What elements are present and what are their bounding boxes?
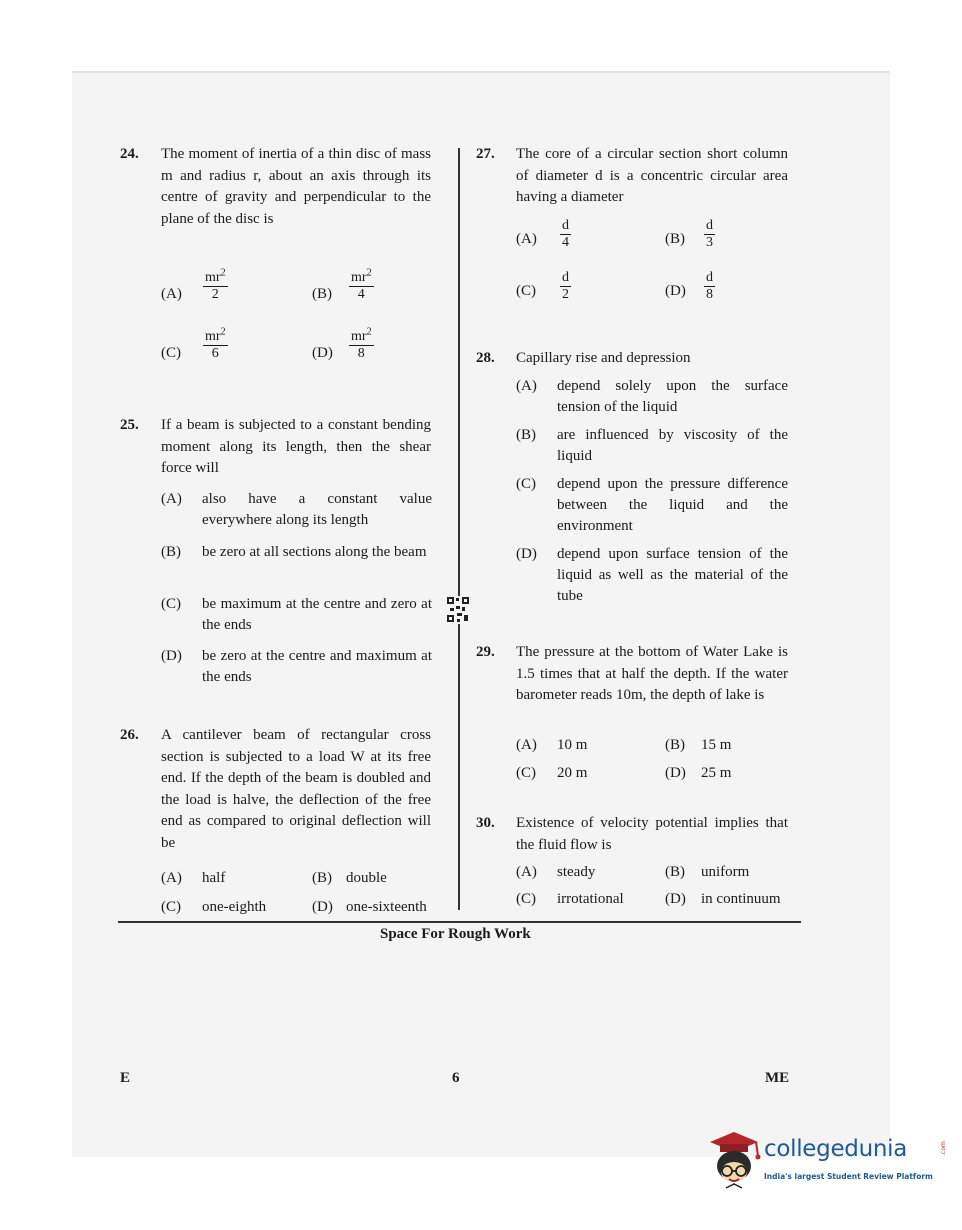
page-number: 6 [452,1070,460,1086]
option-label: (A) [516,231,537,247]
option-text: one-eighth [202,899,267,915]
brand-suffix: .com [939,1141,947,1156]
option-label: (A) [516,737,537,753]
option-label: (A) [161,870,182,886]
option-text: uniform [701,864,750,880]
option-label: (B) [665,864,685,880]
option-text: steady [557,864,596,880]
q24-option-b-fraction [349,267,374,303]
option-text: 20 m [557,765,588,781]
option-text: half [202,870,226,886]
denominator: 2 [211,287,219,302]
option-label: (B) [312,870,332,886]
brand-name: collegedunia [764,1136,908,1162]
rough-work-divider [118,921,801,923]
q27-option-c-fraction [560,270,571,303]
option-text: be zero at the centre and maximum at the ends [202,648,432,685]
footer-left-code: E [120,1070,131,1086]
option-text: also have a constant value everywhere along its length [202,491,432,528]
option-label: (B) [665,737,685,753]
option-label: (A) [516,864,537,880]
q24-option-a-fraction [203,267,228,303]
exponent: 2 [366,326,372,338]
option-text: depend upon surface tension of the liquid as well as the material of the tube [557,546,788,604]
denominator: 8 [706,287,713,302]
numerator: mr [205,270,221,285]
q24-option-c-fraction [203,326,228,362]
option-label: (B) [665,231,685,247]
question-number: 29. [476,644,495,660]
question-number: 25. [120,417,139,433]
page-top-edge [72,71,890,73]
option-label: (D) [161,648,182,664]
q27-option-d-fraction [704,270,715,303]
option-label: (A) [161,286,182,302]
denominator: 4 [357,287,365,302]
option-label: (C) [516,765,536,781]
option-text: in continuum [701,891,781,907]
option-label: (D) [665,283,686,299]
option-label: (D) [665,765,686,781]
column-divider [458,148,460,910]
option-label: (D) [312,345,333,361]
option-label: (C) [516,476,536,492]
numerator: mr [205,329,221,344]
option-text: are influenced by viscosity of the liquid [557,427,788,464]
question-text: The moment of inertia of a thin disc of mass m and radius r, about an axis through its centre of gravity and perpendicular to the plane of the disc is [161,146,431,227]
option-label: (A) [516,378,537,394]
question-number: 24. [120,146,139,162]
exponent: 2 [220,267,226,279]
numerator: d [706,270,713,285]
rough-work-label: Space For Rough Work [380,926,531,942]
option-label: (C) [161,345,181,361]
numerator: d [562,218,569,233]
option-text: be maximum at the centre and zero at the ends [202,596,432,633]
option-label: (C) [516,283,536,299]
question-text: Existence of velocity potential implies that the fluid flow is [516,815,788,853]
question-text: If a beam is subjected to a constant bending moment along its length, then the shear force will [161,417,431,476]
option-label: (B) [516,427,536,443]
q27-option-a-fraction [560,218,571,251]
option-text: one-sixteenth [346,899,427,915]
option-label: (C) [161,596,181,612]
brand-tagline: India's largest Student Review Platform [764,1172,933,1181]
denominator: 8 [357,346,365,361]
exponent: 2 [366,267,372,279]
option-label: (B) [161,544,181,560]
option-label: (D) [312,899,333,915]
denominator: 4 [562,235,569,250]
q24-option-d-fraction [349,326,374,362]
numerator: mr [351,329,367,344]
option-label: (D) [665,891,686,907]
denominator: 3 [706,235,713,250]
option-text: double [346,870,387,886]
question-number: 30. [476,815,495,831]
question-text: The core of a circular section short column of diameter d is a concentric circular area having a diameter [516,146,788,205]
qr-code-icon [446,596,470,624]
question-number: 27. [476,146,495,162]
option-label: (C) [516,891,536,907]
question-text: Capillary rise and depression [516,350,691,366]
question-text: The pressure at the bottom of Water Lake is 1.5 times that at half the depth. If the water barometer reads 10m, the depth of lake is [516,644,788,703]
denominator: 6 [211,346,219,361]
option-label: (D) [516,546,537,562]
exam-page [72,72,890,1157]
question-number: 26. [120,727,139,743]
option-text: 15 m [701,737,732,753]
option-text: be zero at all sections along the beam [202,544,427,560]
option-text: depend solely upon the surface tension of the liquid [557,378,788,415]
numerator: d [706,218,713,233]
question-text: A cantilever beam of rectangular cross section is subjected to a load W at its free end. If the depth of the beam is doubled and the load is halve, the deflection of the free end as compared to original deflection will be [161,727,431,851]
q27-option-b-fraction [704,218,715,251]
numerator: d [562,270,569,285]
option-label: (C) [161,899,181,915]
footer-right-code: ME [765,1070,790,1086]
numerator: mr [351,270,367,285]
option-label: (B) [312,286,332,302]
option-text: 10 m [557,737,588,753]
exponent: 2 [220,326,226,338]
option-text: depend upon the pressure difference between the liquid and the environment [557,476,788,534]
option-text: irrotational [557,891,624,907]
graduate-mascot-icon [704,1122,762,1196]
denominator: 2 [562,287,569,302]
question-number: 28. [476,350,495,366]
option-label: (A) [161,491,182,507]
option-text: 25 m [701,765,732,781]
